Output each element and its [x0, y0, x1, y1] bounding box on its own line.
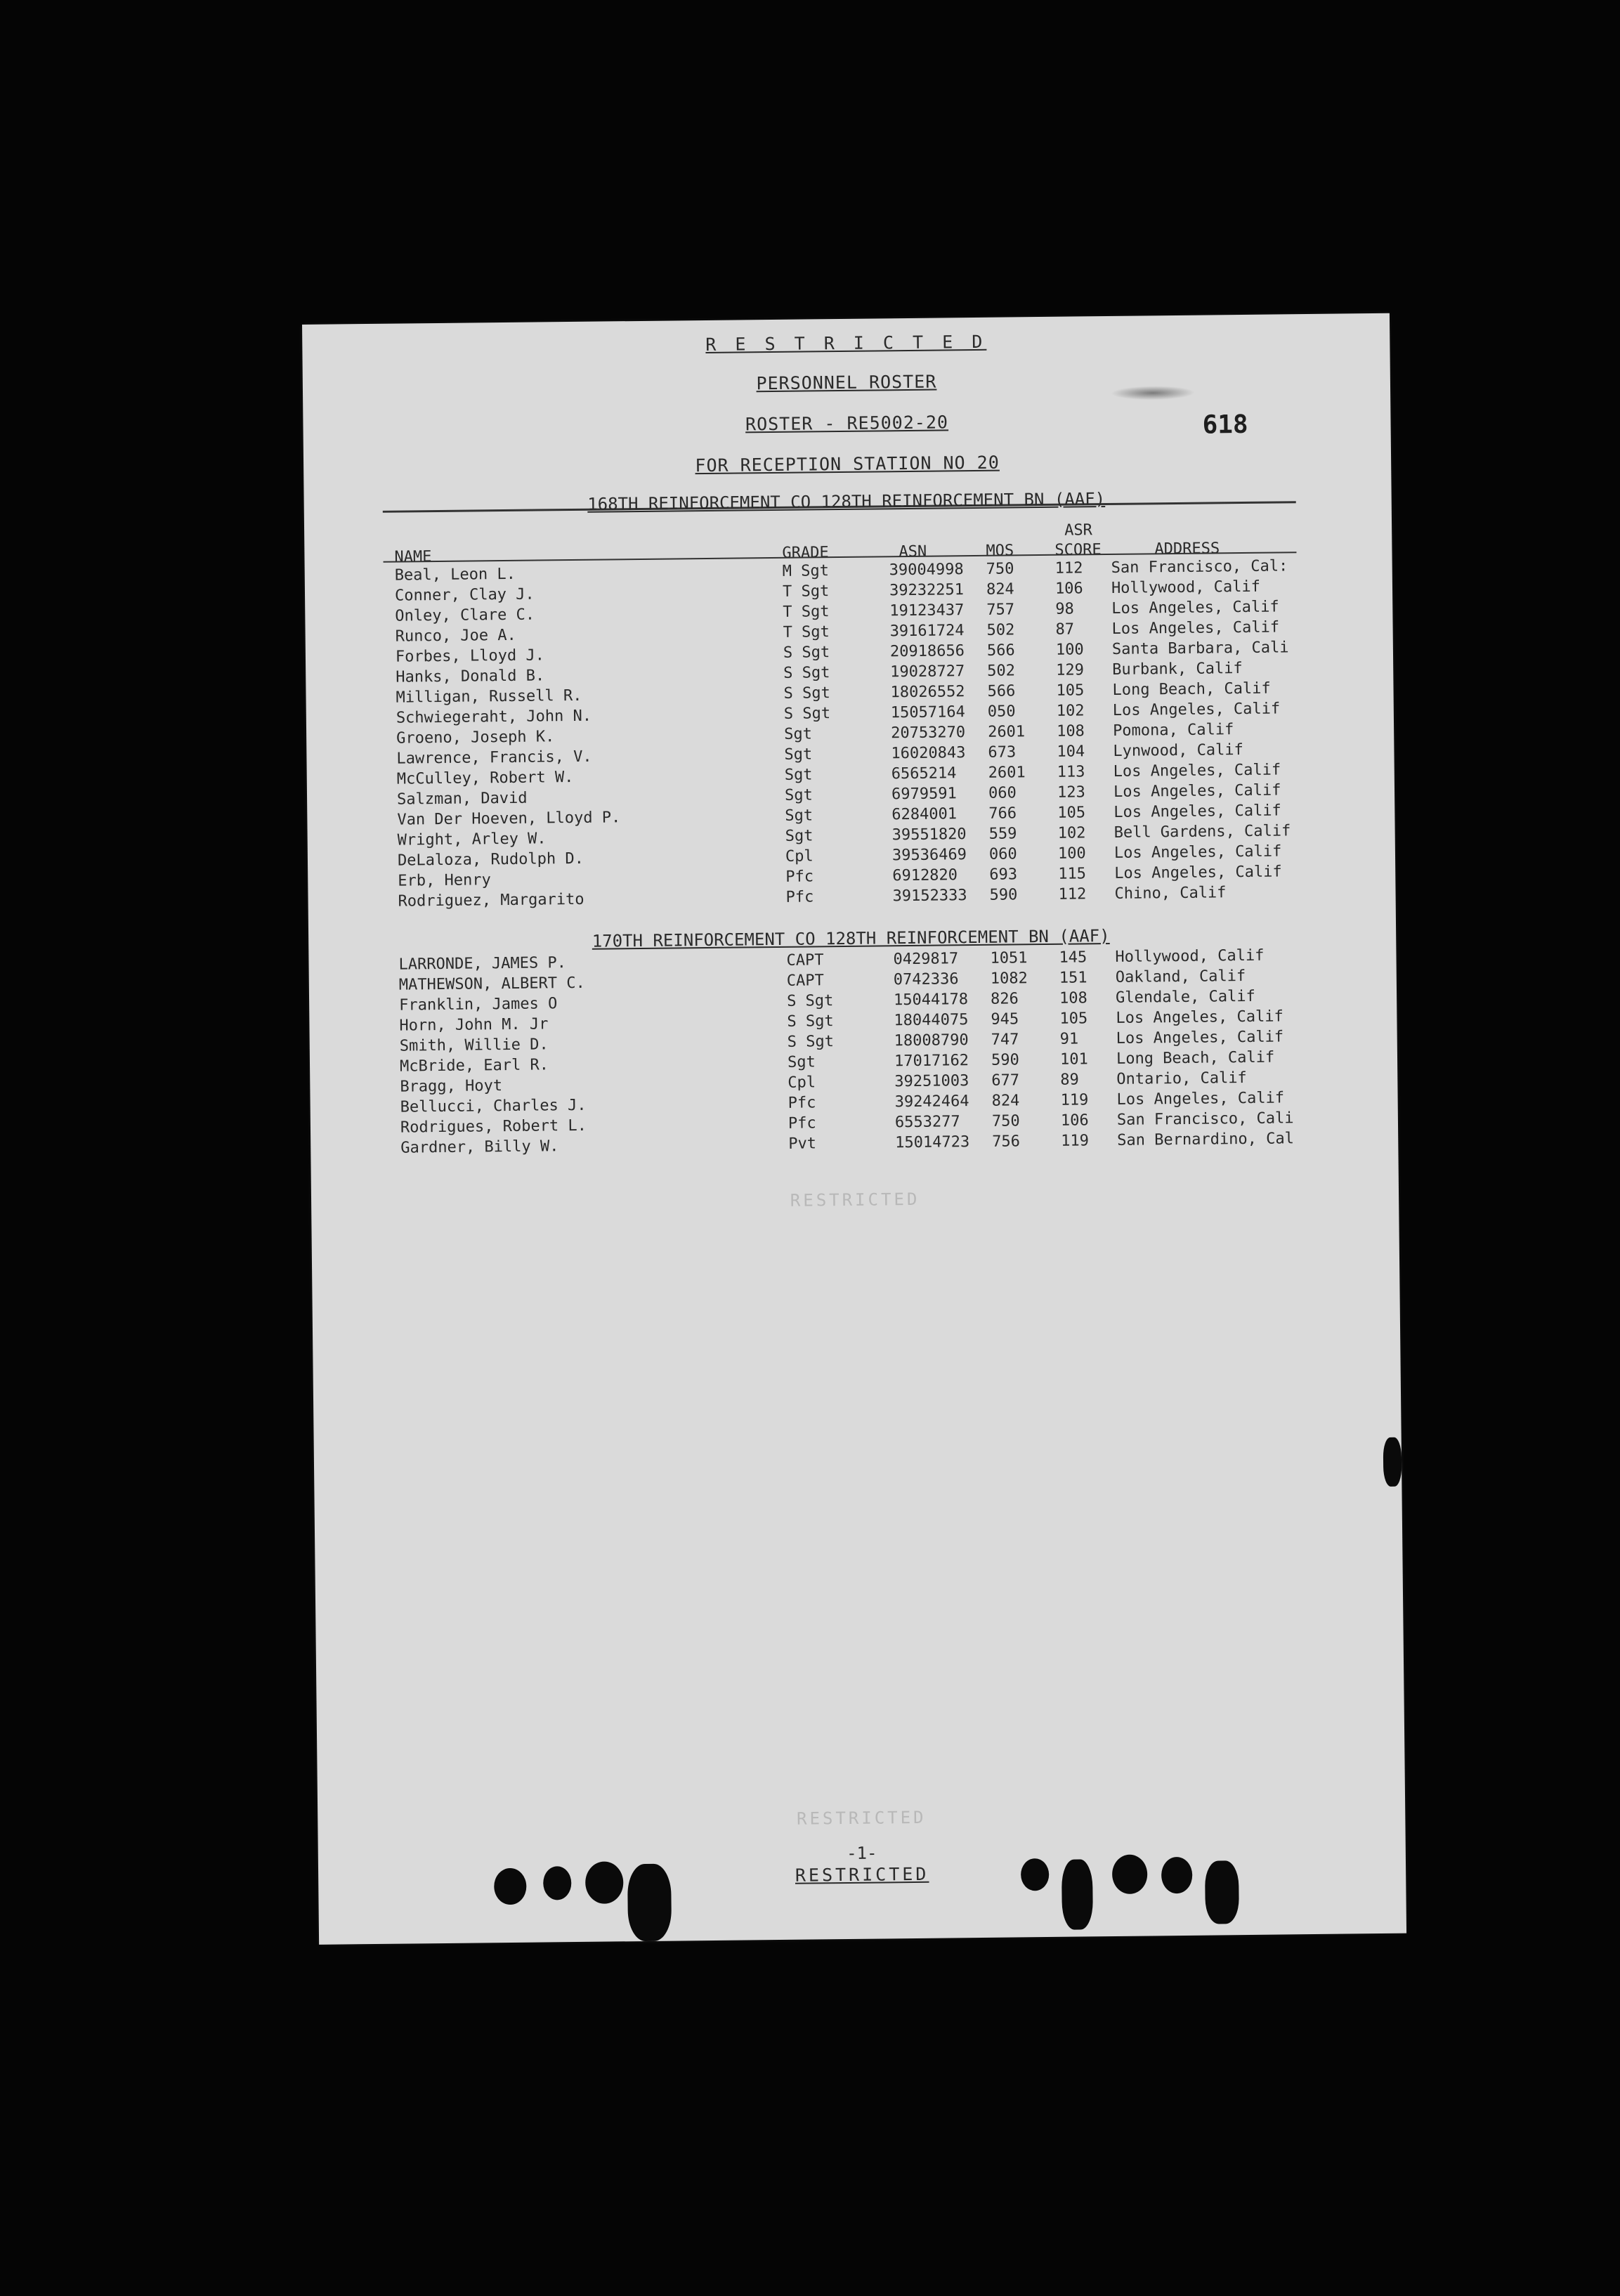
address-cell: Los Angeles, Calif — [1114, 863, 1282, 882]
col-address: ADDRESS — [1154, 540, 1220, 559]
score-cell: 119 — [1060, 1091, 1089, 1109]
mos-cell: 502 — [986, 621, 1015, 639]
name-cell: Hanks, Donald B. — [396, 667, 545, 686]
ink-blot — [1021, 1858, 1049, 1891]
grade-cell: Pfc — [788, 1094, 816, 1112]
personnel-roster-title: PERSONNEL ROSTER — [756, 371, 937, 394]
asn-cell: 20918656 — [889, 642, 965, 661]
asn-cell: 39551820 — [891, 826, 967, 844]
roster-page — [302, 313, 1406, 1945]
score-cell: 102 — [1056, 702, 1085, 720]
score-cell: 104 — [1057, 743, 1085, 761]
address-cell: Los Angeles, Calif — [1111, 598, 1279, 618]
mos-cell: 750 — [991, 1112, 1020, 1130]
address-cell: Los Angeles, Calif — [1113, 842, 1282, 862]
ink-blot — [1062, 1859, 1093, 1929]
reception-station-line: FOR RECEPTION STATION NO 20 — [695, 452, 1000, 476]
grade-cell: Sgt — [784, 766, 813, 784]
ink-blot — [1383, 1437, 1402, 1487]
asn-cell: 0429817 — [893, 950, 959, 969]
address-cell: Long Beach, Calif — [1116, 1048, 1275, 1068]
grade-cell: T Sgt — [783, 623, 830, 641]
score-cell: 102 — [1057, 824, 1086, 842]
mos-cell: 677 — [991, 1071, 1020, 1090]
address-cell: San Francisco, Cali — [1116, 1109, 1294, 1129]
grade-cell: Sgt — [785, 827, 814, 845]
score-cell: 101 — [1059, 1050, 1088, 1069]
asn-cell: 18008790 — [894, 1031, 969, 1050]
name-cell: Milligan, Russell R. — [396, 686, 582, 707]
name-cell: Rodriguez, Margarito — [398, 890, 584, 911]
mos-cell: 1082 — [990, 970, 1028, 988]
mos-cell: 060 — [988, 845, 1017, 863]
name-cell: Smith, Willie D. — [399, 1036, 549, 1055]
asn-cell: 17017162 — [894, 1052, 969, 1071]
grade-cell: T Sgt — [783, 603, 830, 621]
name-cell: LARRONDE, JAMES P. — [398, 954, 567, 974]
mos-cell: 673 — [988, 743, 1017, 762]
score-cell: 108 — [1059, 989, 1087, 1007]
section-title-170th: 170TH REINFORCEMENT CO 128TH REINFORCEMENT BN (AAF) — [592, 926, 1110, 951]
mos-cell: 824 — [986, 580, 1014, 599]
score-cell: 100 — [1057, 844, 1086, 863]
ink-blot — [627, 1864, 672, 1942]
col-asn: ASN — [899, 542, 927, 561]
name-cell: Salzman, David — [396, 789, 528, 809]
mos-cell: 824 — [991, 1092, 1020, 1110]
roster-id: ROSTER - RE5002-20 — [745, 412, 949, 435]
restricted-footer: RESTRICTED — [795, 1863, 929, 1886]
address-cell: San Francisco, Cal: — [1111, 557, 1288, 577]
score-cell: 145 — [1059, 948, 1087, 967]
mos-cell: 826 — [990, 990, 1019, 1008]
mos-cell: 590 — [991, 1051, 1019, 1069]
score-cell: 112 — [1058, 885, 1087, 904]
address-cell: Hollywood, Calif — [1111, 578, 1261, 597]
asn-cell: 6284001 — [891, 805, 958, 824]
grade-cell: S Sgt — [783, 664, 830, 682]
name-cell: Groeno, Joseph K. — [396, 728, 555, 748]
asn-cell: 6912820 — [892, 866, 958, 885]
page-number: -1- — [846, 1843, 877, 1864]
name-cell: Bellucci, Charles J. — [400, 1096, 587, 1116]
score-cell: 105 — [1056, 681, 1085, 700]
name-cell: DeLaloza, Rudolph D. — [397, 849, 584, 870]
address-cell: Pomona, Calif — [1112, 721, 1234, 740]
address-cell: Lynwood, Calif — [1113, 741, 1243, 760]
asn-cell: 20753270 — [891, 724, 966, 743]
score-cell: 89 — [1060, 1071, 1079, 1089]
name-cell: Gardner, Billy W. — [400, 1137, 559, 1157]
ink-blot — [494, 1868, 527, 1905]
mos-cell: 060 — [988, 784, 1017, 802]
score-cell: 105 — [1057, 804, 1086, 822]
name-cell: Conner, Clay J. — [394, 585, 535, 605]
name-cell: Franklin, James O — [399, 995, 558, 1015]
name-cell: Runco, Joe A. — [395, 626, 516, 646]
grade-cell: Sgt — [784, 786, 813, 804]
grade-cell: S Sgt — [783, 705, 831, 723]
mos-cell: 766 — [988, 804, 1017, 823]
asn-cell: 15014723 — [895, 1133, 970, 1152]
col-mos: MOS — [986, 542, 1014, 560]
score-cell: 105 — [1059, 1010, 1088, 1028]
asn-cell: 39242464 — [894, 1092, 969, 1111]
name-cell: Schwiegeraht, John N. — [396, 707, 592, 727]
faint-bleedthrough-footer: RESTRICTED — [796, 1807, 927, 1829]
address-cell: Oakland, Calif — [1115, 967, 1246, 986]
grade-cell: Cpl — [788, 1074, 816, 1092]
address-cell: Los Angeles, Calif — [1116, 1007, 1283, 1027]
score-cell: 100 — [1055, 641, 1084, 659]
grade-cell: S Sgt — [786, 992, 834, 1010]
col-asr: ASR — [1064, 521, 1093, 540]
score-cell: 106 — [1060, 1111, 1089, 1130]
score-cell: 123 — [1057, 783, 1085, 802]
address-cell: Burbank, Calif — [1112, 660, 1243, 679]
address-cell: Hollywood, Calif — [1115, 946, 1265, 966]
ink-blot — [1161, 1857, 1193, 1893]
score-cell: 113 — [1057, 763, 1085, 781]
asn-cell: 18044075 — [894, 1011, 969, 1030]
asn-cell: 6979591 — [891, 785, 957, 804]
asn-cell: 16020843 — [891, 744, 966, 763]
restricted-header: R E S T R I C T E D — [705, 331, 987, 355]
asn-cell: 15057164 — [890, 703, 965, 722]
faint-bleedthrough-text: RESTRICTED — [790, 1189, 920, 1211]
asn-cell: 39004998 — [889, 561, 964, 580]
address-cell: Ontario, Calif — [1116, 1069, 1247, 1088]
address-cell: Los Angeles, Calif — [1116, 1089, 1285, 1109]
grade-cell: Sgt — [784, 745, 813, 764]
name-cell: Erb, Henry — [398, 871, 491, 890]
address-cell: Santa Barbara, Cali — [1111, 639, 1289, 658]
address-cell: Los Angeles, Calif — [1113, 802, 1281, 821]
address-cell: San Bernardino, Cal — [1117, 1130, 1295, 1149]
section-title-168th: 168TH REINFORCEMENT CO 128TH REINFORCEMENT BN (AAF) — [587, 489, 1106, 514]
grade-cell: Sgt — [784, 725, 813, 743]
address-cell: Los Angeles, Calif — [1113, 761, 1281, 781]
mos-cell: 050 — [987, 703, 1016, 721]
mos-cell: 750 — [986, 560, 1014, 578]
name-cell: Onley, Clare C. — [395, 606, 535, 625]
asn-cell: 39536469 — [891, 846, 967, 865]
col-name: NAME — [394, 548, 432, 566]
mos-cell: 747 — [991, 1031, 1019, 1049]
grade-cell: Sgt — [787, 1053, 816, 1071]
name-cell: Horn, John M. Jr — [399, 1015, 549, 1035]
asn-cell: 0742336 — [893, 970, 959, 989]
asn-cell: 6565214 — [891, 764, 957, 783]
score-cell: 87 — [1055, 620, 1075, 639]
mos-cell: 566 — [986, 641, 1015, 660]
score-cell: 108 — [1056, 722, 1085, 741]
mos-cell: 757 — [986, 601, 1015, 619]
mos-cell: 693 — [989, 866, 1018, 884]
address-cell: Los Angeles, Calif — [1113, 781, 1281, 801]
asn-cell: 19123437 — [889, 601, 965, 620]
asn-cell: 6553277 — [894, 1113, 960, 1132]
grade-cell: Pfc — [788, 1114, 816, 1133]
page-stamp-number: 618 — [1202, 410, 1248, 440]
col-score: SCORE — [1054, 541, 1102, 559]
mos-cell: 1051 — [990, 949, 1028, 967]
score-cell: 91 — [1059, 1030, 1079, 1048]
mos-cell: 2601 — [988, 764, 1026, 782]
grade-cell: S Sgt — [783, 644, 830, 662]
name-cell: MATHEWSON, ALBERT C. — [398, 974, 585, 994]
address-cell: Los Angeles, Calif — [1112, 700, 1281, 719]
name-cell: Rodrigues, Robert L. — [400, 1116, 587, 1137]
asn-cell: 19028727 — [890, 663, 965, 681]
mos-cell: 502 — [987, 662, 1016, 680]
address-cell: Chino, Calif — [1114, 884, 1227, 903]
grade-cell: S Sgt — [783, 684, 830, 703]
grade-cell: CAPT — [786, 951, 824, 970]
name-cell: Lawrence, Francis, V. — [396, 748, 592, 768]
ink-blot — [1112, 1855, 1148, 1895]
ink-blot — [585, 1861, 624, 1904]
grade-cell: Pvt — [788, 1135, 817, 1153]
name-cell: Wright, Arley W. — [397, 830, 547, 849]
mos-cell: 566 — [987, 682, 1016, 700]
score-cell: 115 — [1058, 865, 1087, 883]
name-cell: McCulley, Robert W. — [396, 768, 574, 788]
grade-cell: T Sgt — [782, 582, 830, 601]
score-cell: 129 — [1056, 661, 1085, 679]
asn-cell: 39251003 — [894, 1072, 969, 1091]
asn-cell: 18026552 — [890, 683, 965, 702]
asn-cell: 39161724 — [889, 622, 965, 641]
score-cell: 151 — [1059, 969, 1087, 987]
mos-cell: 945 — [991, 1010, 1019, 1029]
mos-cell: 2601 — [987, 723, 1026, 741]
name-cell: Beal, Leon L. — [394, 565, 516, 585]
grade-cell: S Sgt — [787, 1012, 834, 1031]
address-cell: Bell Gardens, Calif — [1113, 822, 1291, 842]
grade-cell: S Sgt — [787, 1033, 835, 1051]
score-cell: 98 — [1055, 600, 1074, 618]
mos-cell: 756 — [992, 1133, 1021, 1151]
asn-cell: 39152333 — [892, 887, 967, 906]
grade-cell: Pfc — [785, 868, 814, 886]
address-cell: Glendale, Calif — [1115, 987, 1255, 1007]
mos-cell: 559 — [988, 825, 1017, 843]
score-cell: 112 — [1054, 559, 1083, 578]
asn-cell: 15044178 — [893, 991, 969, 1010]
grade-cell: Pfc — [785, 888, 814, 906]
name-cell: Bragg, Hoyt — [400, 1077, 503, 1096]
address-cell: Los Angeles, Calif — [1111, 618, 1280, 638]
mos-cell: 590 — [989, 886, 1018, 904]
grade-cell: Cpl — [785, 847, 814, 866]
grade-cell: CAPT — [786, 972, 824, 990]
score-cell: 119 — [1061, 1132, 1090, 1150]
asn-cell: 39232251 — [889, 581, 965, 600]
score-cell: 106 — [1054, 580, 1083, 598]
col-grade: GRADE — [782, 544, 829, 562]
name-cell: McBride, Earl R. — [399, 1056, 549, 1076]
name-cell: Van Der Hoeven, Lloyd P. — [397, 809, 621, 829]
name-cell: Forbes, Lloyd J. — [395, 646, 545, 666]
ink-blot — [1205, 1860, 1239, 1924]
ink-smudge — [1111, 386, 1195, 400]
address-cell: Los Angeles, Calif — [1116, 1028, 1284, 1048]
ink-blot — [543, 1866, 572, 1900]
grade-cell: M Sgt — [782, 562, 830, 580]
address-cell: Long Beach, Calif — [1112, 679, 1271, 699]
grade-cell: Sgt — [785, 807, 814, 825]
